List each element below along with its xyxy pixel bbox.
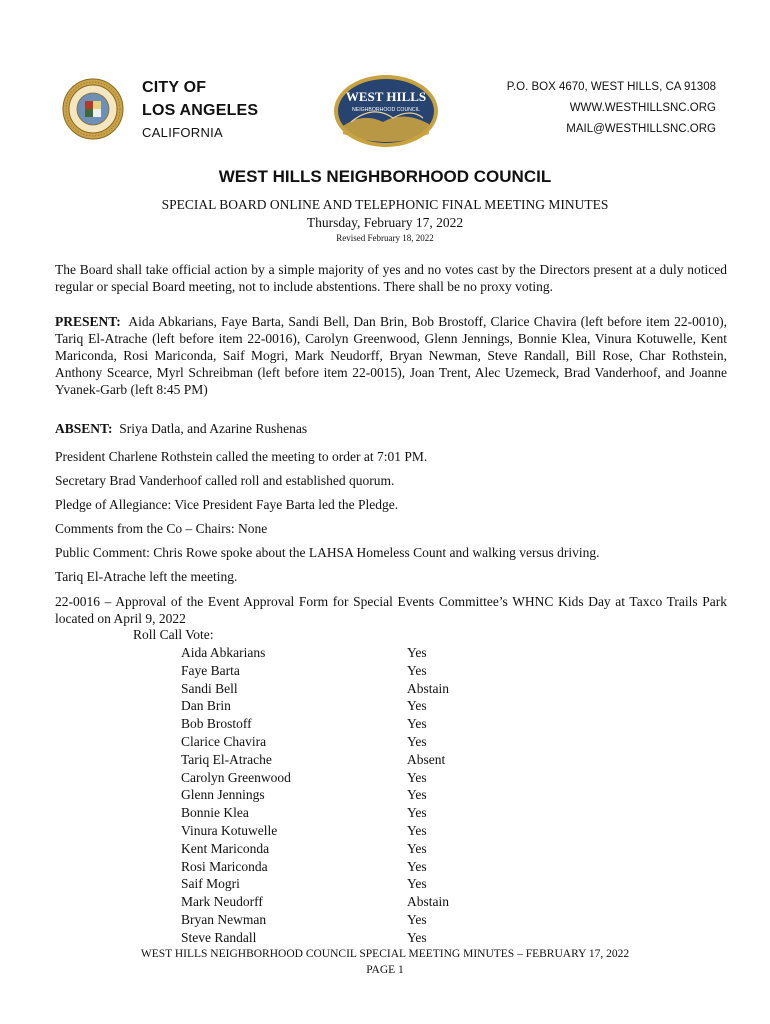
absent-paragraph xyxy=(55,420,727,437)
absent-list: Sriya Datla, and Azarine Rushenas xyxy=(119,421,308,436)
city-seal-icon xyxy=(62,78,124,140)
vote-member-name: Bob Brostoff xyxy=(181,716,252,732)
vote-value: Abstain xyxy=(407,894,449,910)
minutes-line: Secretary Brad Vanderhoof called roll and established quorum. xyxy=(55,473,395,488)
minutes-line: Public Comment: Chris Rowe spoke about the LAHSA Homeless Count and walking versus driving. xyxy=(55,545,600,560)
vote-value: Abstain xyxy=(407,680,449,696)
vote-value: Yes xyxy=(407,840,427,856)
vote-member-name: Glenn Jennings xyxy=(181,787,265,803)
contact-block xyxy=(507,77,716,140)
vote-value: Yes xyxy=(407,662,427,678)
vote-member-name: Tariq El-Atrache xyxy=(181,751,272,767)
email-link[interactable]: MAIL@WESTHILLSNC.ORG xyxy=(566,123,716,135)
vote-value: Yes xyxy=(407,929,427,945)
city-line-1: CITY OF xyxy=(142,79,207,96)
whnc-logo-title: WEST HILLS xyxy=(345,89,427,104)
vote-value: Yes xyxy=(407,734,427,749)
meeting-subtitle: SPECIAL BOARD ONLINE AND TELEPHONIC FINAL MEETING MINUTES xyxy=(161,197,609,212)
vote-member-name: Rosi Mariconda xyxy=(181,858,268,874)
page-footer: WEST HILLS NEIGHBORHOOD COUNCIL SPECIAL MEETING MINUTES – FEBRUARY 17, 2022 xyxy=(140,948,630,960)
page-title: WEST HILLS NEIGHBORHOOD COUNCIL xyxy=(218,167,552,186)
whnc-logo-subtitle: NEIGHBORHOOD COUNCIL xyxy=(351,107,421,113)
vote-value: Yes xyxy=(407,858,427,874)
vote-member-name: Bonnie Klea xyxy=(181,805,249,821)
vote-member-name: Faye Barta xyxy=(181,662,240,678)
vote-value: Yes xyxy=(407,716,427,732)
city-line-3: CALIFORNIA xyxy=(142,125,224,140)
vote-value: Absent xyxy=(407,751,446,767)
present-list: Aida Abkarians, Faye Barta, Sandi Bell, Dan Brin, Bob Brostoff, Clarice Chavira (left before item 22-0010), Tariq El-Atrache (left before item 22-0016), Carolyn Greenwood, Glenn Jennings, Bonnie Klea, Vinura Kotuwelle, Kent Mariconda, Rosi Mariconda, Saif Mogri, Mark Neudorff, Bryan Newman, Steve Randall, Bill Rose, Char Rothstein, Anthony Scearce, Myrl Schreibman (left before item 22-0015), Joan Trent, Alec Uzemeck, Brad Vanderhoof, and Joanne Yvanek-Garb (left 8:45 PM) xyxy=(55,314,727,397)
present-paragraph xyxy=(55,313,727,398)
vote-value: Yes xyxy=(407,645,427,660)
vote-value: Yes xyxy=(407,912,427,927)
city-name-block xyxy=(142,76,258,144)
vote-member-name: Dan Brin xyxy=(181,698,231,714)
city-line-2: LOS ANGELES xyxy=(142,102,259,119)
present-label: PRESENT: xyxy=(55,314,121,329)
minutes-line: President Charlene Rothstein called the meeting to order at 7:01 PM. xyxy=(55,449,428,464)
website-link[interactable]: WWW.WESTHILLSNC.ORG xyxy=(569,102,716,114)
vote-member-name: Bryan Newman xyxy=(181,912,267,927)
revised-date: Revised February 18, 2022 xyxy=(336,233,434,243)
vote-member-name: Steve Randall xyxy=(181,929,257,945)
vote-member-name: Saif Mogri xyxy=(181,876,240,892)
page-number: PAGE 1 xyxy=(366,964,404,976)
vote-member-name: Aida Abkarians xyxy=(181,645,266,660)
minutes-line: Comments from the Co – Chairs: None xyxy=(55,521,268,536)
vote-value: Yes xyxy=(407,787,427,803)
minutes-line: Tariq El-Atrache left the meeting. xyxy=(55,569,238,584)
roll-call-label: Roll Call Vote: xyxy=(133,627,214,642)
vote-value: Yes xyxy=(407,698,427,714)
intro-paragraph: The Board shall take official action by a simple majority of yes and no votes cast by the Directors present at a duly noticed regular or special Board meeting, not to include abstentions. There shall be no proxy voting. xyxy=(55,262,727,294)
absent-label: ABSENT: xyxy=(55,421,113,436)
meeting-date: Thursday, February 17, 2022 xyxy=(306,215,464,230)
agenda-item: 22-0016 – Approval of the Event Approval Form for Special Events Committee’s WHNC Kids Day at Taxco Trails Park located on April 9, 2022 xyxy=(55,594,727,626)
vote-value: Yes xyxy=(407,769,427,785)
address: P.O. BOX 4670, WEST HILLS, CA 91308 xyxy=(506,81,716,93)
minutes-line: Pledge of Allegiance: Vice President Faye Barta led the Pledge. xyxy=(55,497,399,512)
vote-value: Yes xyxy=(407,805,427,821)
vote-member-name: Vinura Kotuwelle xyxy=(181,823,278,838)
vote-member-name: Carolyn Greenwood xyxy=(181,769,291,785)
vote-value: Yes xyxy=(407,823,427,838)
vote-value: Yes xyxy=(407,876,427,892)
vote-member-name: Kent Mariconda xyxy=(181,840,270,856)
whnc-logo-icon xyxy=(333,74,439,148)
vote-member-name: Sandi Bell xyxy=(181,680,238,696)
vote-member-name: Mark Neudorff xyxy=(181,894,263,910)
vote-member-name: Clarice Chavira xyxy=(181,734,267,749)
